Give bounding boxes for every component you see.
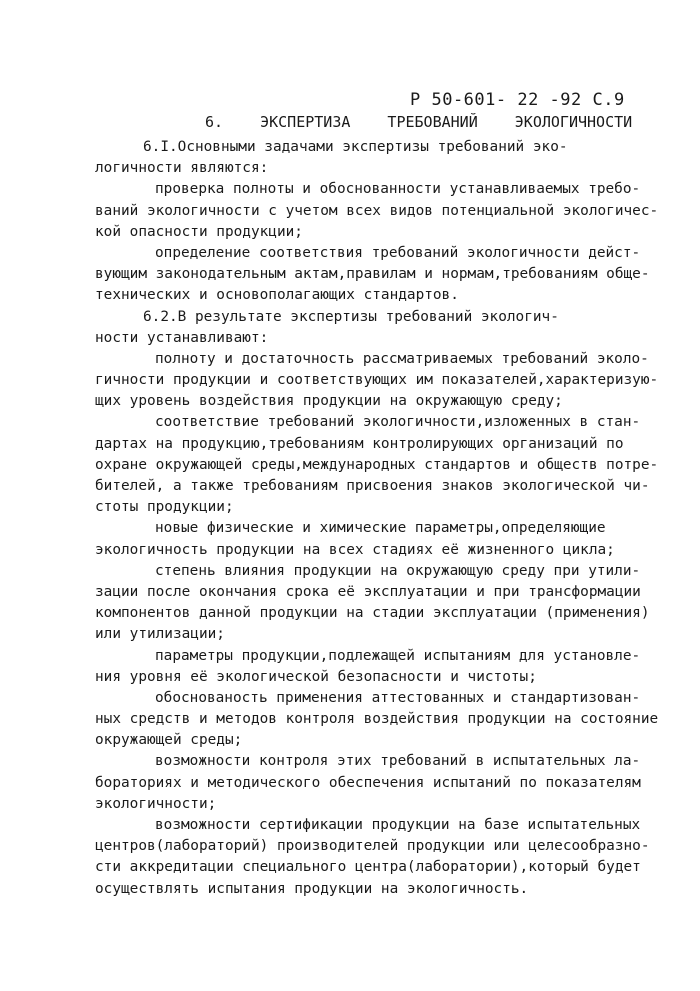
text-line: возможности контроля этих требований в испытательных ла- — [155, 753, 641, 770]
text-line: параметры продукции,подлежащей испытаниям для установле- — [155, 647, 641, 664]
text-line: гичности продукции и соответствующих им показателей,характеризую- — [95, 372, 659, 389]
text-line: кой опасности продукции; — [95, 223, 303, 240]
text-line: зации после окончания срока её эксплуатации и при трансформации — [95, 583, 641, 600]
text-line: охране окружающей среды,международных стандартов и обществ потре- — [95, 456, 659, 473]
text-line: стоты продукции; — [95, 499, 234, 516]
text-line: окружающей среды; — [95, 732, 243, 749]
text-line: степень влияния продукции на окружающую среду при утили- — [155, 562, 641, 579]
text-line: технических и основополагающих стандартов. — [95, 287, 459, 304]
text-line: экологичности; — [95, 795, 217, 812]
text-line: 6.2.В результате экспертизы требований экологич- — [143, 308, 559, 325]
text-line: осуществлять испытания продукции на экологичность. — [95, 880, 529, 897]
text-line: ных средств и методов контроля воздействия продукции на состояние — [95, 711, 659, 728]
text-line: бителей, а также требованиям присвоения знаков экологической чи- — [95, 478, 650, 494]
text-line: логичности являются: — [95, 160, 269, 177]
text-line: определение соответствия требований экологичности дейст- — [155, 244, 641, 261]
text-line: полноту и достаточность рассматриваемых требований эколо- — [155, 350, 649, 367]
text-line: новые физические и химические параметры,определяющие — [155, 520, 606, 537]
text-line: проверка полноты и обоснованности устанавливаемых требо- — [155, 181, 641, 198]
text-line: дартах на продукцию,требованиям контролирующих организаций по — [95, 435, 624, 452]
text-line: экологичность продукции на всех стадиях её жизненного цикла; — [95, 541, 615, 558]
text-line: бораториях и методического обеспечения испытаний по показателям — [95, 774, 641, 791]
text-line: возможности сертификации продукции на базе испытательных — [155, 817, 641, 833]
section-title: 6. ЭКСПЕРТИЗА ТРЕБОВАНИЙ ЭКОЛОГИЧНОСТИ — [205, 113, 633, 131]
text-line: сти аккредитации специального центра(лаборатории),который будет — [95, 859, 641, 876]
text-line: компонентов данной продукции на стадии эксплуатации (применения) — [95, 605, 650, 622]
body-text — [95, 137, 659, 900]
text-line: или утилизации; — [95, 626, 225, 643]
text-line: ваний экологичности с учетом всех видов потенциальной экологичес- — [95, 202, 659, 219]
text-line: соответствие требований экологичности,изложенных в стан- — [155, 414, 641, 431]
text-line: 6.I.Основными задачами экспертизы требований эко- — [143, 139, 568, 155]
text-line: ния уровня её экологической безопасности и чистоты; — [95, 668, 537, 685]
text-line: щих уровень воздействия продукции на окружающую среду; — [95, 393, 563, 410]
text-line: центров(лабораторий) производителей продукции или целесообразно- — [95, 838, 650, 855]
text-line: вующим законодательным актам,правилам и нормам,требованиям обще- — [95, 266, 650, 283]
document-reference: Р 50-601- 22 -92 С.9 — [410, 90, 625, 110]
text-line: ности устанавливают: — [95, 329, 269, 346]
text-line: обоснованость применения аттестованных и стандартизован- — [155, 689, 641, 706]
